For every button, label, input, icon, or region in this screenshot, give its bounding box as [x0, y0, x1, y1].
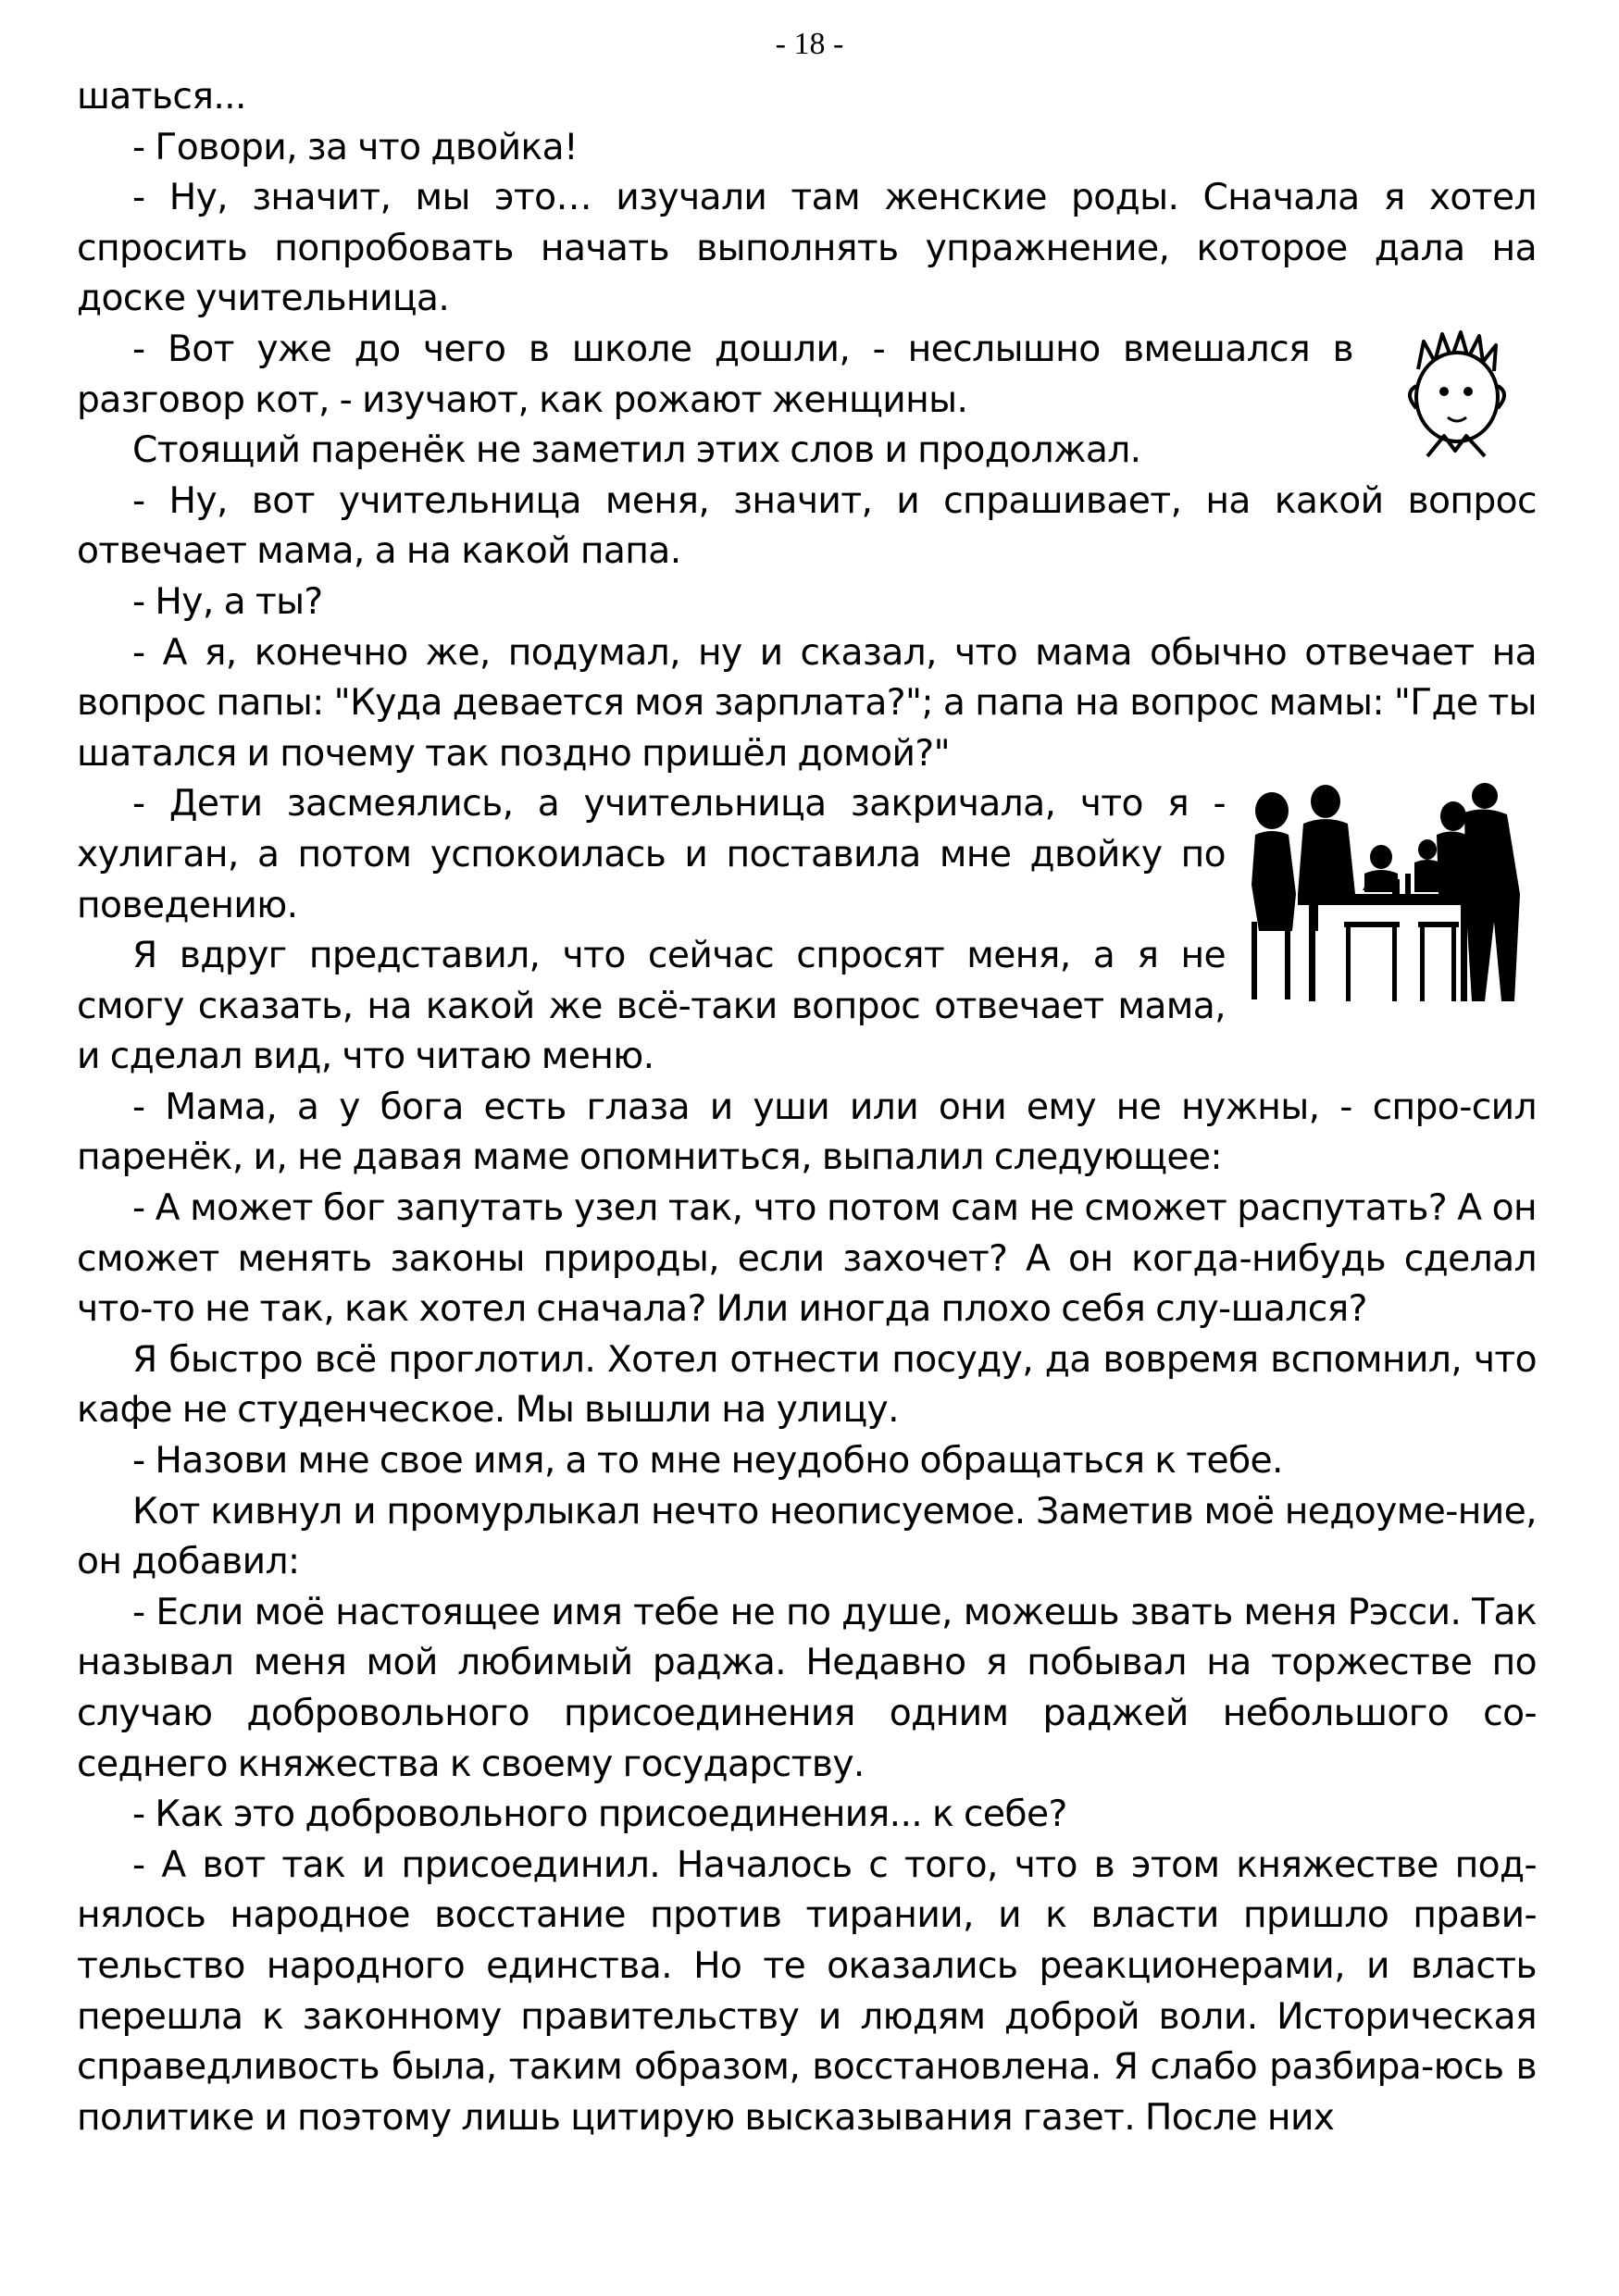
paragraph-8: - А я, конечно же, подумал, ну и сказал, что мама обычно отвечает на вопрос папы: "Куда девается моя зарплата?"; а папа на вопрос мамы: "Где ты шатался и почему так поздно пришёл домой?": [77, 631, 1537, 775]
paragraph-9: - Дети засмеялись, а учительница закричала, что я - хулиган, а потом успокоилась и поставила мне двойку по поведению.: [77, 783, 1226, 926]
paragraph-1: шаться...: [77, 76, 246, 118]
paragraph-18: - А вот так и присоединил. Началось с того, что в этом княжестве под-нялось народное восстание против тирании, и к власти пришло прави-тельство народного единства. Но те оказались реакционерами, и власть перешла к законному правительству и людям доброй воли. Историческая справедливость была, таким образом, восстановлена. Я слабо разбира-юсь в политике и поэтому лишь цитирую высказывания газет. После них: [77, 1843, 1537, 2139]
paragraph-5: Стоящий паренёк не заметил этих слов и продолжал.: [132, 429, 1141, 472]
paragraph-4: - Вот уже до чего в школе дошли, - неслышно вмешался в разговор кот, - изучают, как рожают женщины.: [77, 328, 1353, 421]
family-at-table-illustration: [1242, 783, 1537, 1005]
paragraph-10: Я вдруг представил, что сейчас спросят меня, а я не смогу сказать, на какой же всё-таки вопрос отвечает мама, и сделал вид, что читаю меню.: [77, 935, 1226, 1078]
page-number: - 18 -: [775, 27, 844, 61]
paragraph-7: - Ну, а ты?: [132, 580, 323, 623]
paragraph-13: Я быстро всё проглотил. Хотел отнести посуду, да вовремя вспомнил, что кафе не студенческое. Мы вышли на улицу.: [77, 1338, 1537, 1432]
paragraph-2: - Говори, за что двойка!: [132, 126, 579, 168]
paragraph-16: - Если моё настоящее имя тебе не по душе, можешь звать меня Рэсси. Так называл меня мой любимый раджа. Недавно я побывал на торжестве по случаю добровольного присоединения одним раджей небольшого со-седнего княжества к своему государству.: [77, 1591, 1537, 1785]
paragraph-12: - А может бог запутать узел так, что потом сам не сможет распутать? А он сможет менять законы природы, если захочет? А он когда-нибудь сделал что-то не так, как хотел сначала? Или иногда плохо себя слу-шался?: [77, 1187, 1537, 1331]
boy-face-illustration: [1370, 329, 1537, 458]
paragraph-15: Кот кивнул и промурлыкал нечто неописуемое. Заметив моё недоуме-ние, он добавил:: [77, 1490, 1537, 1583]
body-text: [77, 72, 1537, 2143]
paragraph-17: - Как это добровольного присоединения... к себе?: [132, 1793, 1067, 1836]
paragraph-6: - Ну, вот учительница меня, значит, и спрашивает, на какой вопрос отвечает мама, а на какой папа.: [77, 479, 1537, 573]
paragraph-14: - Назови мне свое имя, а то мне неудобно обращаться к тебе.: [132, 1440, 1283, 1483]
paragraph-3: - Ну, значит, мы это… изучали там женские роды. Сначала я хотел спросить попробовать начать выполнять упражнение, которое дала на доске учительница.: [77, 177, 1537, 320]
paragraph-11: - Мама, а у бога есть глаза и уши или они ему не нужны, - спро-сил паренёк, и, не давая маме опомниться, выпалил следующее:: [77, 1086, 1537, 1179]
